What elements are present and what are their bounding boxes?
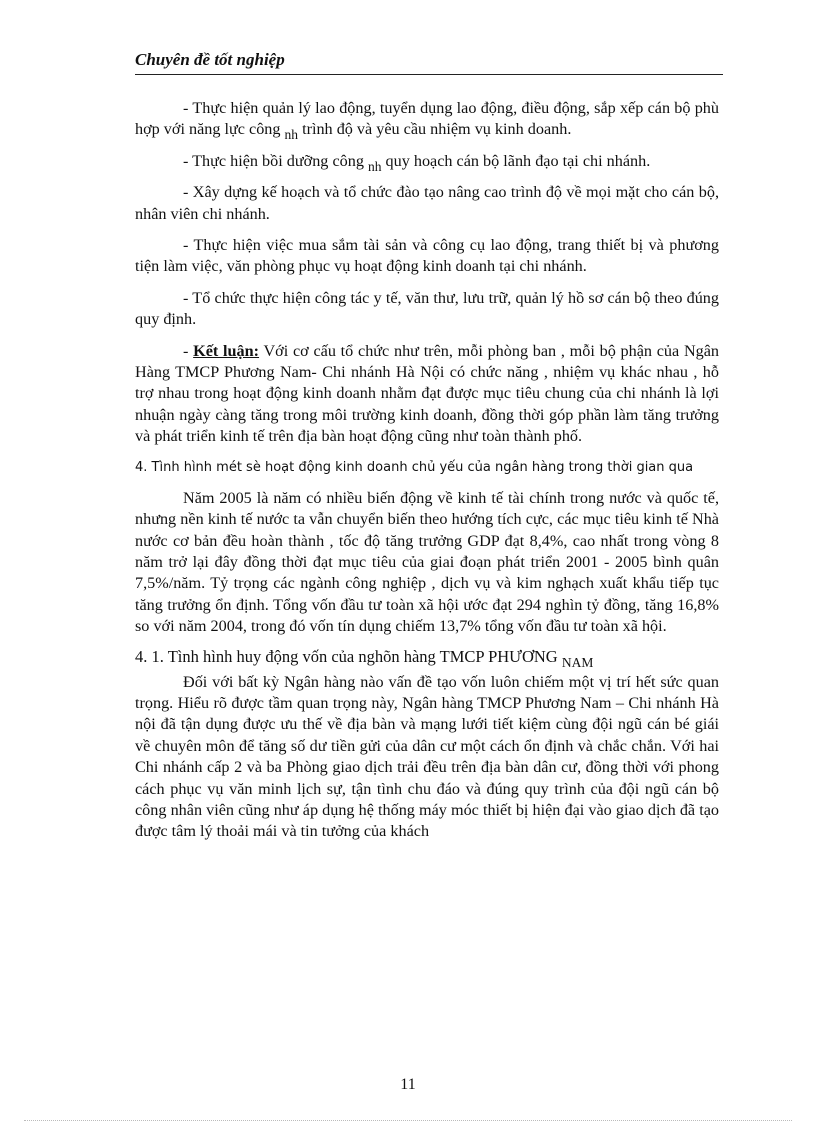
section-4-paragraph: Năm 2005 là năm có nhiều biến động về kinh tế tài chính trong nước và quốc tế, nhưng nền kinh tế nước ta vẫn chuyển biến theo hướng tích cực, các mục tiêu kinh tế Nhà nước cơ bản đều hoàn thành , tốc độ tăng trưởng GDP đạt 8,4%, cao nhất trong vòng 8 năm trở lại đây đồng thời đạt mục tiêu của giai đoạn phát triển 2001 - 2005 bình quân 7,5%/năm. Tỷ trọng các ngành công nghiệp , dịch vụ và kim nghạch xuất khẩu tiếp tục tăng trưởng ổn định. Tổng vốn đầu tư toàn xã hội ước đạt 294 nghìn tỷ đồng, tăng 16,8% so với năm 2004, trong đó vốn tín dụng chiếm 13,7% tổng vốn đầu tư toàn xã hội. — [135, 488, 719, 636]
paragraph-4: - Thực hiện việc mua sắm tài sản và công cụ lao động, trang thiết bị và phương tiện làm việc, văn phòng phục vụ hoạt động kinh doanh tại chi nhánh. — [135, 236, 719, 276]
paragraph-2 — [135, 151, 719, 172]
conclusion-label: Kết luận: — [193, 341, 260, 360]
paragraph-3: - Xây dựng kế hoạch và tổ chức đào tạo nâng cao trình độ về mọi mặt cho cán bộ, nhân viên chi nhánh. — [135, 183, 719, 223]
paragraph-2-subscript: nh — [367, 158, 382, 174]
section-4-1-heading — [135, 646, 719, 668]
paragraph-conclusion — [135, 341, 719, 448]
paragraph-2-text-a: - Thực hiện bồi dưỡng công — [183, 151, 368, 170]
conclusion-dash: - — [183, 341, 194, 360]
paragraph-1-subscript: nh — [284, 127, 299, 143]
section-4-1-heading-main: 4. 1. Tình hình huy động vốn của nghõn hàng TMCP PHƯƠNG — [135, 646, 562, 666]
paragraph-1 — [135, 98, 719, 141]
conclusion-text: Với cơ cấu tổ chức như trên, mỗi phòng ban , mỗi bộ phận của Ngân Hàng TMCP Phương Nam- Chi nhánh Hà Nội có chức năng , nhiệm vụ khác nhau , hỗ trợ nhau trong hoạt động kinh doanh nhằm đạt được mục tiêu chung của chi nhánh là lợi nhuận ngày càng tăng trong môi trường kinh doanh, đồng thời góp phần làm tăng trưởng và phát triển kinh tế trên địa bàn hoạt động cũng như toàn thành phố. — [135, 341, 720, 446]
page-number: 11 — [400, 1076, 416, 1093]
page-header — [135, 50, 723, 75]
body-text — [135, 98, 719, 851]
header-title: Chuyên đề tốt nghiệp — [135, 50, 285, 69]
section-4-heading: 4. Tình hình mét sè hoạt động kinh doanh chủ yếu của ngân hàng trong thời gian qua — [135, 459, 694, 475]
paragraph-1-text-c: trình độ và yêu cầu nhiệm vụ kinh doanh. — [298, 120, 572, 139]
paragraph-5: - Tổ chức thực hiện công tác y tế, văn thư, lưu trữ, quản lý hồ sơ cán bộ theo đúng quy định. — [135, 288, 719, 329]
section-4-1-paragraph: Đối với bất kỳ Ngân hàng nào vấn đề tạo vốn luôn chiếm một vị trí hết sức quan trọng. Hiểu rõ được tầm quan trọng này, Ngân hàng TMCP Phương Nam – Chi nhánh Hà nội đã tận dụng được ưu thế về địa bàn và mạng lưới tiết kiệm cùng đội ngũ cán bé giái về chuyên môn để tăng số dư tiền gửi của dân cư một cách ổn định và chắc chắn. Với hai Chi nhánh cấp 2 và ba Phòng giao dịch trải đều trên địa bàn dân cư, đồng thời với phong cách phục vụ văn minh lịch sự, tận tình chu đáo và đúng quy trình của đội ngũ cán bộ công nhân viên cũng như áp dụng hệ thống máy móc thiết bị hiện đại vào giao dịch đã tạo được tâm lý thoải mái và tin tưởng của khách — [135, 672, 719, 841]
paragraph-2-text-c: quy hoạch cán bộ lãnh đạo tại chi nhánh. — [381, 151, 651, 170]
section-4-1-heading-sub: NAM — [561, 654, 594, 670]
bottom-divider — [24, 1120, 792, 1121]
paragraph-1-text-a: - Thực hiện quản lý lao động, tuyển dụng lao động, điều động, sắp xếp cán bộ phù hợp với năng lực công — [135, 99, 719, 139]
